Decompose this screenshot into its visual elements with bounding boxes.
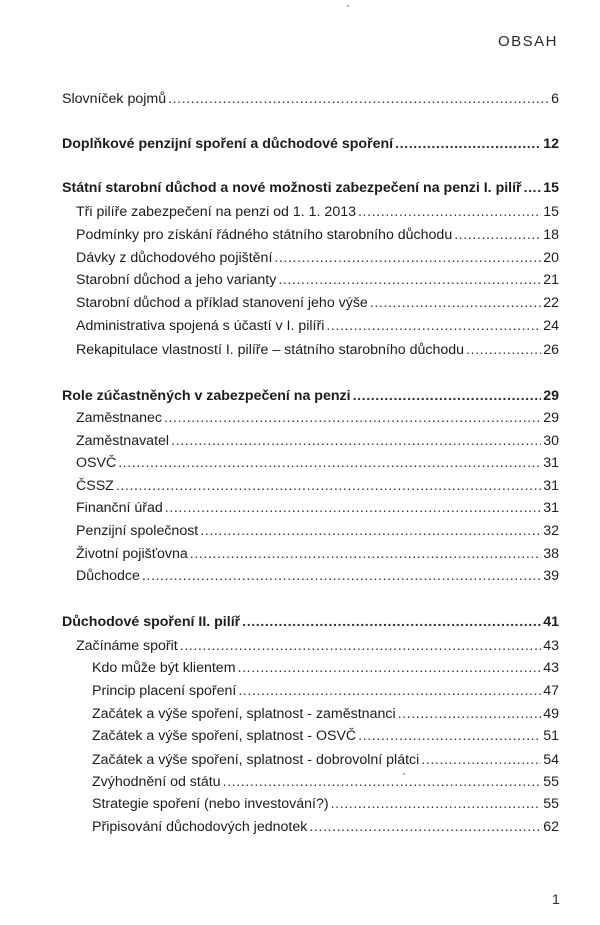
toc-entry-page: 22 [543, 295, 559, 311]
dot-leader [524, 179, 542, 197]
toc-entry-title: Začínáme spořit [76, 638, 178, 654]
toc-entry-page: 18 [543, 227, 559, 243]
toc-subentry [92, 659, 559, 677]
dot-leader [398, 705, 542, 723]
dot-leader [331, 795, 542, 813]
dot-leader [165, 499, 541, 517]
dot-leader [421, 751, 541, 769]
dot-leader [238, 682, 541, 700]
toc-subentry [92, 795, 559, 813]
dot-leader [171, 432, 541, 450]
toc-entry-page: 32 [543, 523, 559, 539]
toc-entry-title: Začátek a výše spoření, splatnost - OSVČ [92, 728, 357, 744]
toc-subentry [76, 341, 559, 359]
dot-leader [190, 545, 541, 563]
toc-subentry [76, 203, 559, 221]
toc-subentry [92, 705, 559, 723]
toc-entry-page: 49 [543, 706, 559, 722]
toc-entry-title: Slovníček pojmů [62, 91, 167, 107]
toc-entry-title: Zaměstnavatel [76, 433, 170, 449]
toc-subentry [76, 637, 559, 655]
toc-chapter-entry [62, 179, 559, 197]
toc-entry-page: 62 [543, 819, 559, 835]
toc-entry-title: Starobní důchod a jeho varianty [76, 272, 277, 288]
toc-subentry [76, 249, 559, 267]
toc-entry-page: 15 [543, 180, 559, 196]
toc-entry-page: 12 [543, 136, 559, 152]
toc-entry-page: 54 [543, 752, 559, 768]
dot-leader [358, 727, 541, 745]
dot-leader [395, 135, 541, 153]
toc-subentry [76, 499, 559, 517]
toc-entry-page: 29 [543, 410, 559, 426]
toc-entry-page: 43 [543, 638, 559, 654]
toc-entry-page: 39 [543, 568, 559, 584]
toc-entry-page: 26 [543, 342, 559, 358]
toc-entry-title: Administrativa spojená s účastí v I. pilíři [76, 318, 325, 334]
scan-speck [403, 773, 405, 775]
toc-subentry [76, 294, 559, 312]
dot-leader [238, 659, 542, 677]
dot-leader [358, 203, 541, 221]
toc-entry-title: Tři pilíře zabezpečení na penzi od 1. 1. 2013 [76, 204, 356, 220]
toc-subentry [76, 454, 559, 472]
toc-entry-title: Starobní důchod a příklad stanovení jeho výše [76, 295, 368, 311]
toc-entry-title: OSVČ [76, 455, 117, 471]
toc-entry-page: 30 [543, 433, 559, 449]
toc-entry-page: 51 [543, 728, 559, 744]
dot-leader [200, 522, 541, 540]
toc-entry-title: Začátek a výše spoření, splatnost - zaměstnanci [92, 706, 396, 722]
toc-subentry [76, 432, 559, 450]
toc-subentry [92, 773, 559, 791]
toc-entry-page: 55 [543, 774, 559, 790]
scan-speck [347, 5, 349, 7]
dot-leader [118, 454, 541, 472]
toc-subentry [76, 409, 559, 427]
toc-entry-title: Doplňkové penzijní spoření a důchodové spoření [62, 136, 394, 152]
toc-entry-page: 24 [543, 318, 559, 334]
toc-entry-title: Začátek a výše spoření, splatnost - dobrovolní plátci [92, 752, 420, 768]
toc-entry-title: Důchodce [76, 568, 140, 584]
toc-entry-title: Státní starobní důchod a nové možnosti zabezpečení na penzi I. pilíř [62, 180, 522, 196]
toc-subentry [76, 567, 559, 585]
dot-leader [370, 294, 541, 312]
toc-entry-page: 21 [543, 272, 559, 288]
dot-leader [142, 567, 541, 585]
toc-subentry [76, 477, 559, 495]
dot-leader [164, 409, 541, 427]
toc-chapter-entry [62, 613, 559, 631]
toc-entry-page: 41 [543, 614, 559, 630]
dot-leader [353, 387, 542, 405]
toc-subentry [76, 545, 559, 563]
toc-entry-page: 38 [543, 546, 559, 562]
toc-subentry [76, 271, 559, 289]
dot-leader [466, 341, 541, 359]
toc-chapter-entry [62, 387, 559, 405]
toc-entry-title: Podmínky pro získání řádného státního starobního důchodu [76, 227, 453, 243]
toc-entry-title: Připisování důchodových jednotek [92, 819, 308, 835]
toc-entry-title: Kdo může být klientem [92, 660, 236, 676]
toc-entry-title: Důchodové spoření II. pilíř [62, 614, 241, 630]
dot-leader [180, 637, 542, 655]
toc-entry-title: Princip placení spoření [92, 683, 237, 699]
toc-chapter-entry [62, 135, 559, 153]
toc-subentry [92, 751, 559, 769]
toc-entry-page: 47 [543, 683, 559, 699]
toc-entry-title: ČSSZ [76, 478, 114, 494]
dot-leader [242, 613, 541, 631]
toc-entry-title: Penzijní společnost [76, 523, 199, 539]
toc-entry-title: Zaměstnanec [76, 410, 162, 426]
dot-leader [116, 477, 541, 495]
toc-subentry [92, 727, 559, 745]
toc-entry-title: Zvýhodnění od státu [92, 774, 221, 790]
toc-subentry [76, 522, 559, 540]
toc-entry-page: 6 [551, 91, 559, 107]
page-heading: OBSAH [497, 33, 558, 50]
toc-subentry [76, 226, 559, 244]
toc-entry-title: Strategie spoření (nebo investování?) [92, 796, 329, 812]
toc-subentry [76, 317, 559, 335]
toc-entry-page: 29 [543, 388, 559, 404]
dot-leader [326, 317, 541, 335]
toc-chapter-entry [62, 90, 559, 108]
toc-entry-page: 31 [543, 478, 559, 494]
toc-entry-page: 31 [543, 500, 559, 516]
dot-leader [454, 226, 541, 244]
toc-entry-title: Finanční úřad [76, 500, 163, 516]
page-number: 1 [552, 891, 560, 907]
toc-entry-page: 20 [543, 250, 559, 266]
toc-entry-title: Dávky z důchodového pojištění [76, 250, 273, 266]
toc-entry-title: Životní pojišťovna [76, 546, 188, 562]
toc-subentry [92, 682, 559, 700]
dot-leader [278, 271, 541, 289]
dot-leader [168, 90, 549, 108]
dot-leader [274, 249, 541, 267]
toc-entry-page: 43 [543, 660, 559, 676]
dot-leader [223, 773, 542, 791]
dot-leader [309, 818, 541, 836]
toc-entry-title: Rekapitulace vlastností I. pilíře – státního starobního důchodu [76, 342, 465, 358]
toc-entry-page: 31 [543, 455, 559, 471]
toc-entry-page: 15 [543, 204, 559, 220]
toc-subentry [92, 818, 559, 836]
toc-entry-page: 55 [543, 796, 559, 812]
toc-entry-title: Role zúčastněných v zabezpečení na penzi [62, 388, 351, 404]
